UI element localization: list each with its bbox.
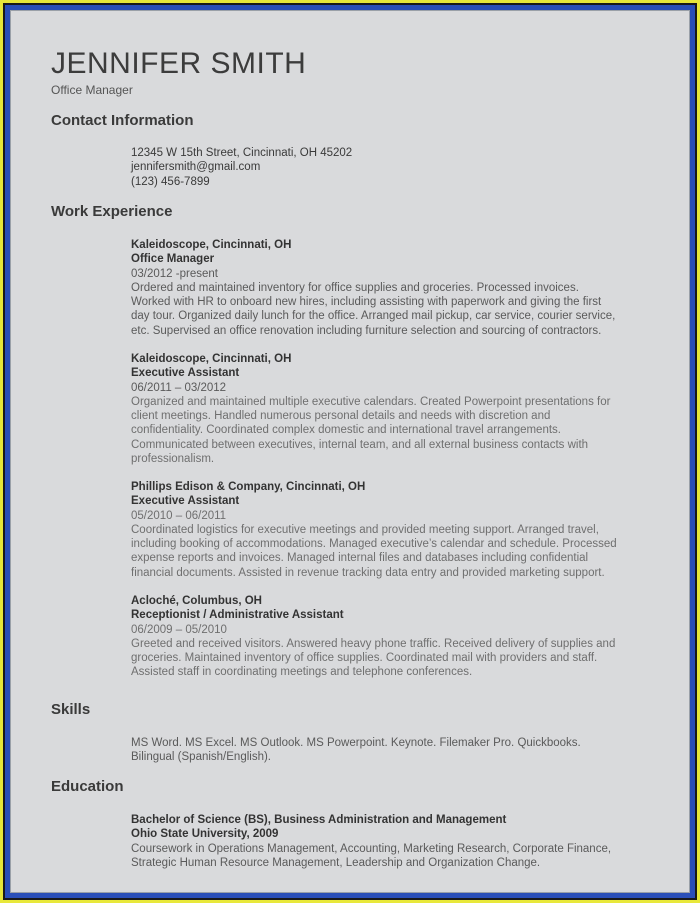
skills-line: Bilingual (Spanish/English).	[131, 751, 271, 764]
job-company: Acloché, Columbus, OH	[131, 595, 262, 607]
job-role: Executive Assistant	[131, 367, 240, 380]
job-description-line: confidentiality. Coordinated complex domestic and international travel arrangements.	[131, 424, 561, 437]
job-description-line: Assisted staff in coordinating meetings and telephone conferences.	[131, 666, 473, 679]
job-dates: 06/2009 – 05/2010	[131, 623, 227, 636]
job-description-line: groceries. Maintained inventory of office supplies. Coordinated mail with providers and staff.	[131, 652, 598, 665]
job-role: Office Manager	[131, 253, 215, 266]
job-description-line: including booking of accommodations. Managed executive’s calendar and schedule. Processed	[131, 538, 617, 551]
job-description-line: Worked with HR to onboard new hires, including assisting with paperwork and giving the first	[131, 296, 602, 309]
contact-address: 12345 W 15th Street, Cincinnati, OH 45202	[131, 147, 353, 159]
job-entry	[131, 480, 661, 580]
job-dates: 06/2011 – 03/2012	[131, 381, 227, 394]
job-company: Phillips Edison & Company, Cincinnati, OH	[131, 481, 366, 493]
contact-email: jennifersmith@gmail.com	[131, 161, 261, 174]
job-role: Receptionist / Administrative Assistant	[131, 609, 344, 622]
job-description-line: Ordered and maintained inventory for office supplies and groceries. Processed invoices.	[131, 281, 579, 294]
education-heading: Education	[51, 778, 124, 795]
job-entry	[131, 594, 661, 680]
job-entry	[131, 238, 661, 338]
job-dates: 05/2010 – 06/2011	[131, 509, 227, 522]
job-description-line: financial documents. Assisted in revenue tracking data entry and provided marketing support.	[131, 566, 605, 579]
contact-block	[131, 146, 661, 189]
education-degree: Bachelor of Science (BS), Business Administration and Management	[131, 814, 507, 826]
job-description-line: client meetings. Handled numerous personal details and needs with discretion and	[131, 410, 551, 423]
education-coursework-line: Strategic Human Resource Management, Leadership and Organization Change.	[131, 856, 541, 869]
work-heading: Work Experience	[51, 203, 173, 220]
job-description-line: Coordinated logistics for executive meetings and provided meeting support. Arranged travel,	[131, 523, 599, 536]
job-dates: 03/2012 -present	[131, 267, 218, 280]
job-description-line: Organized and maintained multiple executive calendars. Created Powerpoint presentations for	[131, 395, 611, 408]
job-description-line: day tour. Organized daily lunch for the office. Arranged mail pickup, car service, courier service,	[131, 310, 616, 323]
skills-line: MS Word. MS Excel. MS Outlook. MS Powerpoint. Keynote. Filemaker Pro. Quickbooks.	[131, 737, 581, 749]
job-entry	[131, 352, 661, 466]
page-frame	[3, 3, 697, 900]
education-coursework-line: Coursework in Operations Management, Accounting, Marketing Research, Corporate Finance,	[131, 842, 612, 855]
job-company: Kaleidoscope, Cincinnati, OH	[131, 239, 292, 251]
job-company: Kaleidoscope, Cincinnati, OH	[131, 353, 292, 365]
job-description-line: expense reports and invoices. Managed internal files and databases including confidential	[131, 552, 589, 565]
job-description-line: Communicated between executives, internal team, and all external business contacts with	[131, 438, 589, 451]
education-block	[131, 813, 661, 870]
job-description-line: professionalism.	[131, 453, 215, 466]
contact-heading: Contact Information	[51, 112, 194, 129]
contact-phone: (123) 456-7899	[131, 175, 210, 188]
education-school: Ohio State University, 2009	[131, 828, 279, 841]
resume-page	[10, 10, 690, 893]
skills-block	[131, 736, 661, 765]
candidate-name: JENNIFER SMITH	[51, 47, 307, 80]
job-description-line: Greeted and received visitors. Answered heavy phone traffic. Received delivery of supplies and	[131, 637, 616, 650]
candidate-title: Office Manager	[51, 83, 133, 97]
job-role: Executive Assistant	[131, 495, 240, 508]
job-description-line: etc. Supervised an office renovation including furniture selection and sourcing of contractors.	[131, 324, 602, 337]
skills-heading: Skills	[51, 701, 91, 718]
